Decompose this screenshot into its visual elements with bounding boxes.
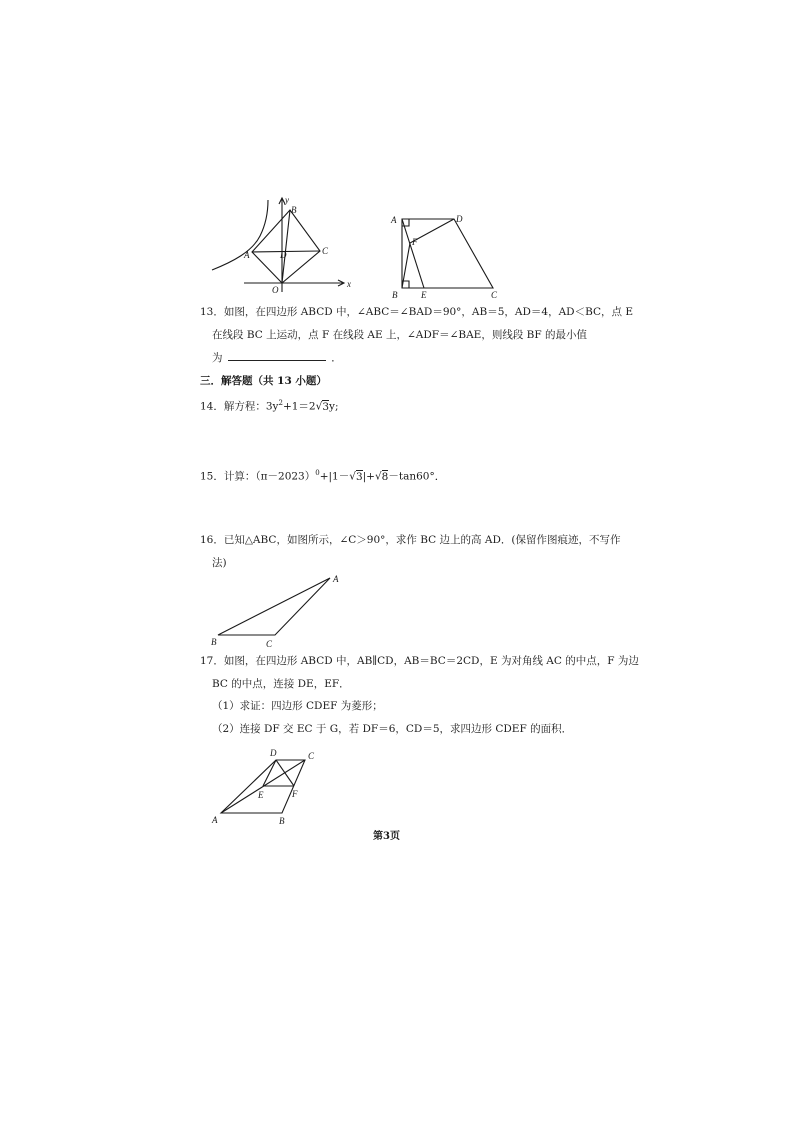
label-c: C (491, 290, 498, 300)
label-x: x (347, 279, 351, 289)
q15-mid2: |+ (362, 470, 375, 483)
sqrt-symbol: √ (315, 400, 323, 413)
label-c: C (322, 246, 329, 256)
label-d: D (280, 250, 287, 260)
q13-line2: 在线段 BC 上运动，点 F 在线段 AE 上，∠ADF＝∠BAE，则线段 BF 的最小值 (212, 329, 588, 341)
q16-line1: 16．已知△ABC，如图所示，∠C＞90°，求作 BC 边上的高 AD．(保留作图痕迹，不写作 (200, 534, 621, 546)
q15-exponent: 0 (315, 469, 320, 477)
label-f: F (412, 237, 418, 247)
label-b: B (211, 637, 217, 647)
q13-line3-suffix: ． (331, 352, 342, 364)
q14-suffix: y; (329, 400, 339, 413)
segment-df (276, 760, 294, 786)
q17-line1: 17．如图，在四边形 ABCD 中，AB∥CD，AB＝BC＝2CD，E 为对角线 AC 的中点，F 为边 (200, 655, 639, 667)
section-heading: 三．解答题（共 13 小题） (200, 375, 327, 387)
label-d: D (270, 748, 277, 758)
label-a: A (333, 574, 339, 584)
page-number: 第3页 (373, 831, 400, 842)
q13-line3-prefix: 为 (212, 352, 223, 364)
q17-part1: （1）求证：四边形 CDEF 为菱形； (212, 700, 383, 712)
label-a: A (212, 815, 218, 825)
q15-mid1: +|1－ (319, 470, 350, 483)
label-e: E (258, 790, 264, 800)
q13-line1: 13．如图，在四边形 ABCD 中，∠ABC＝∠BAD＝90°，AB＝5，AD＝4，AD＜BC，点 E (200, 306, 634, 318)
label-d: D (456, 214, 463, 224)
label-a: A (244, 250, 250, 260)
label-a: A (391, 215, 397, 225)
label-c: C (266, 639, 273, 649)
label-o: O (272, 285, 279, 295)
q14-prefix: 14．解方程：3y (200, 400, 279, 413)
label-b: B (279, 816, 285, 826)
q15-radicand1: 3 (355, 470, 363, 483)
q17-line2: BC 的中点，连接 DE，EF． (212, 678, 350, 690)
q15-suffix: －tan60°． (388, 470, 446, 483)
q14-radicand: 3 (322, 400, 330, 413)
label-y: y (285, 195, 289, 205)
label-f: F (292, 789, 298, 799)
q17-part2: （2）连接 DF 交 EC 于 G，若 DF＝6，CD＝5，求四边形 CDEF 的面积． (212, 723, 573, 735)
q14-exponent: 2 (278, 399, 283, 407)
q15-prefix: 15．计算：（π－2023） (200, 470, 316, 483)
label-b: B (392, 290, 398, 300)
label-e: E (421, 290, 427, 300)
sqrt-symbol: √ (349, 470, 356, 483)
q14-mid: +1＝2 (282, 400, 316, 413)
q15-radicand2: 8 (381, 470, 389, 483)
label-c: C (308, 751, 315, 761)
sqrt-symbol: √ (374, 470, 382, 483)
q16-line2: 法) (212, 557, 227, 569)
label-b: B (291, 205, 297, 215)
